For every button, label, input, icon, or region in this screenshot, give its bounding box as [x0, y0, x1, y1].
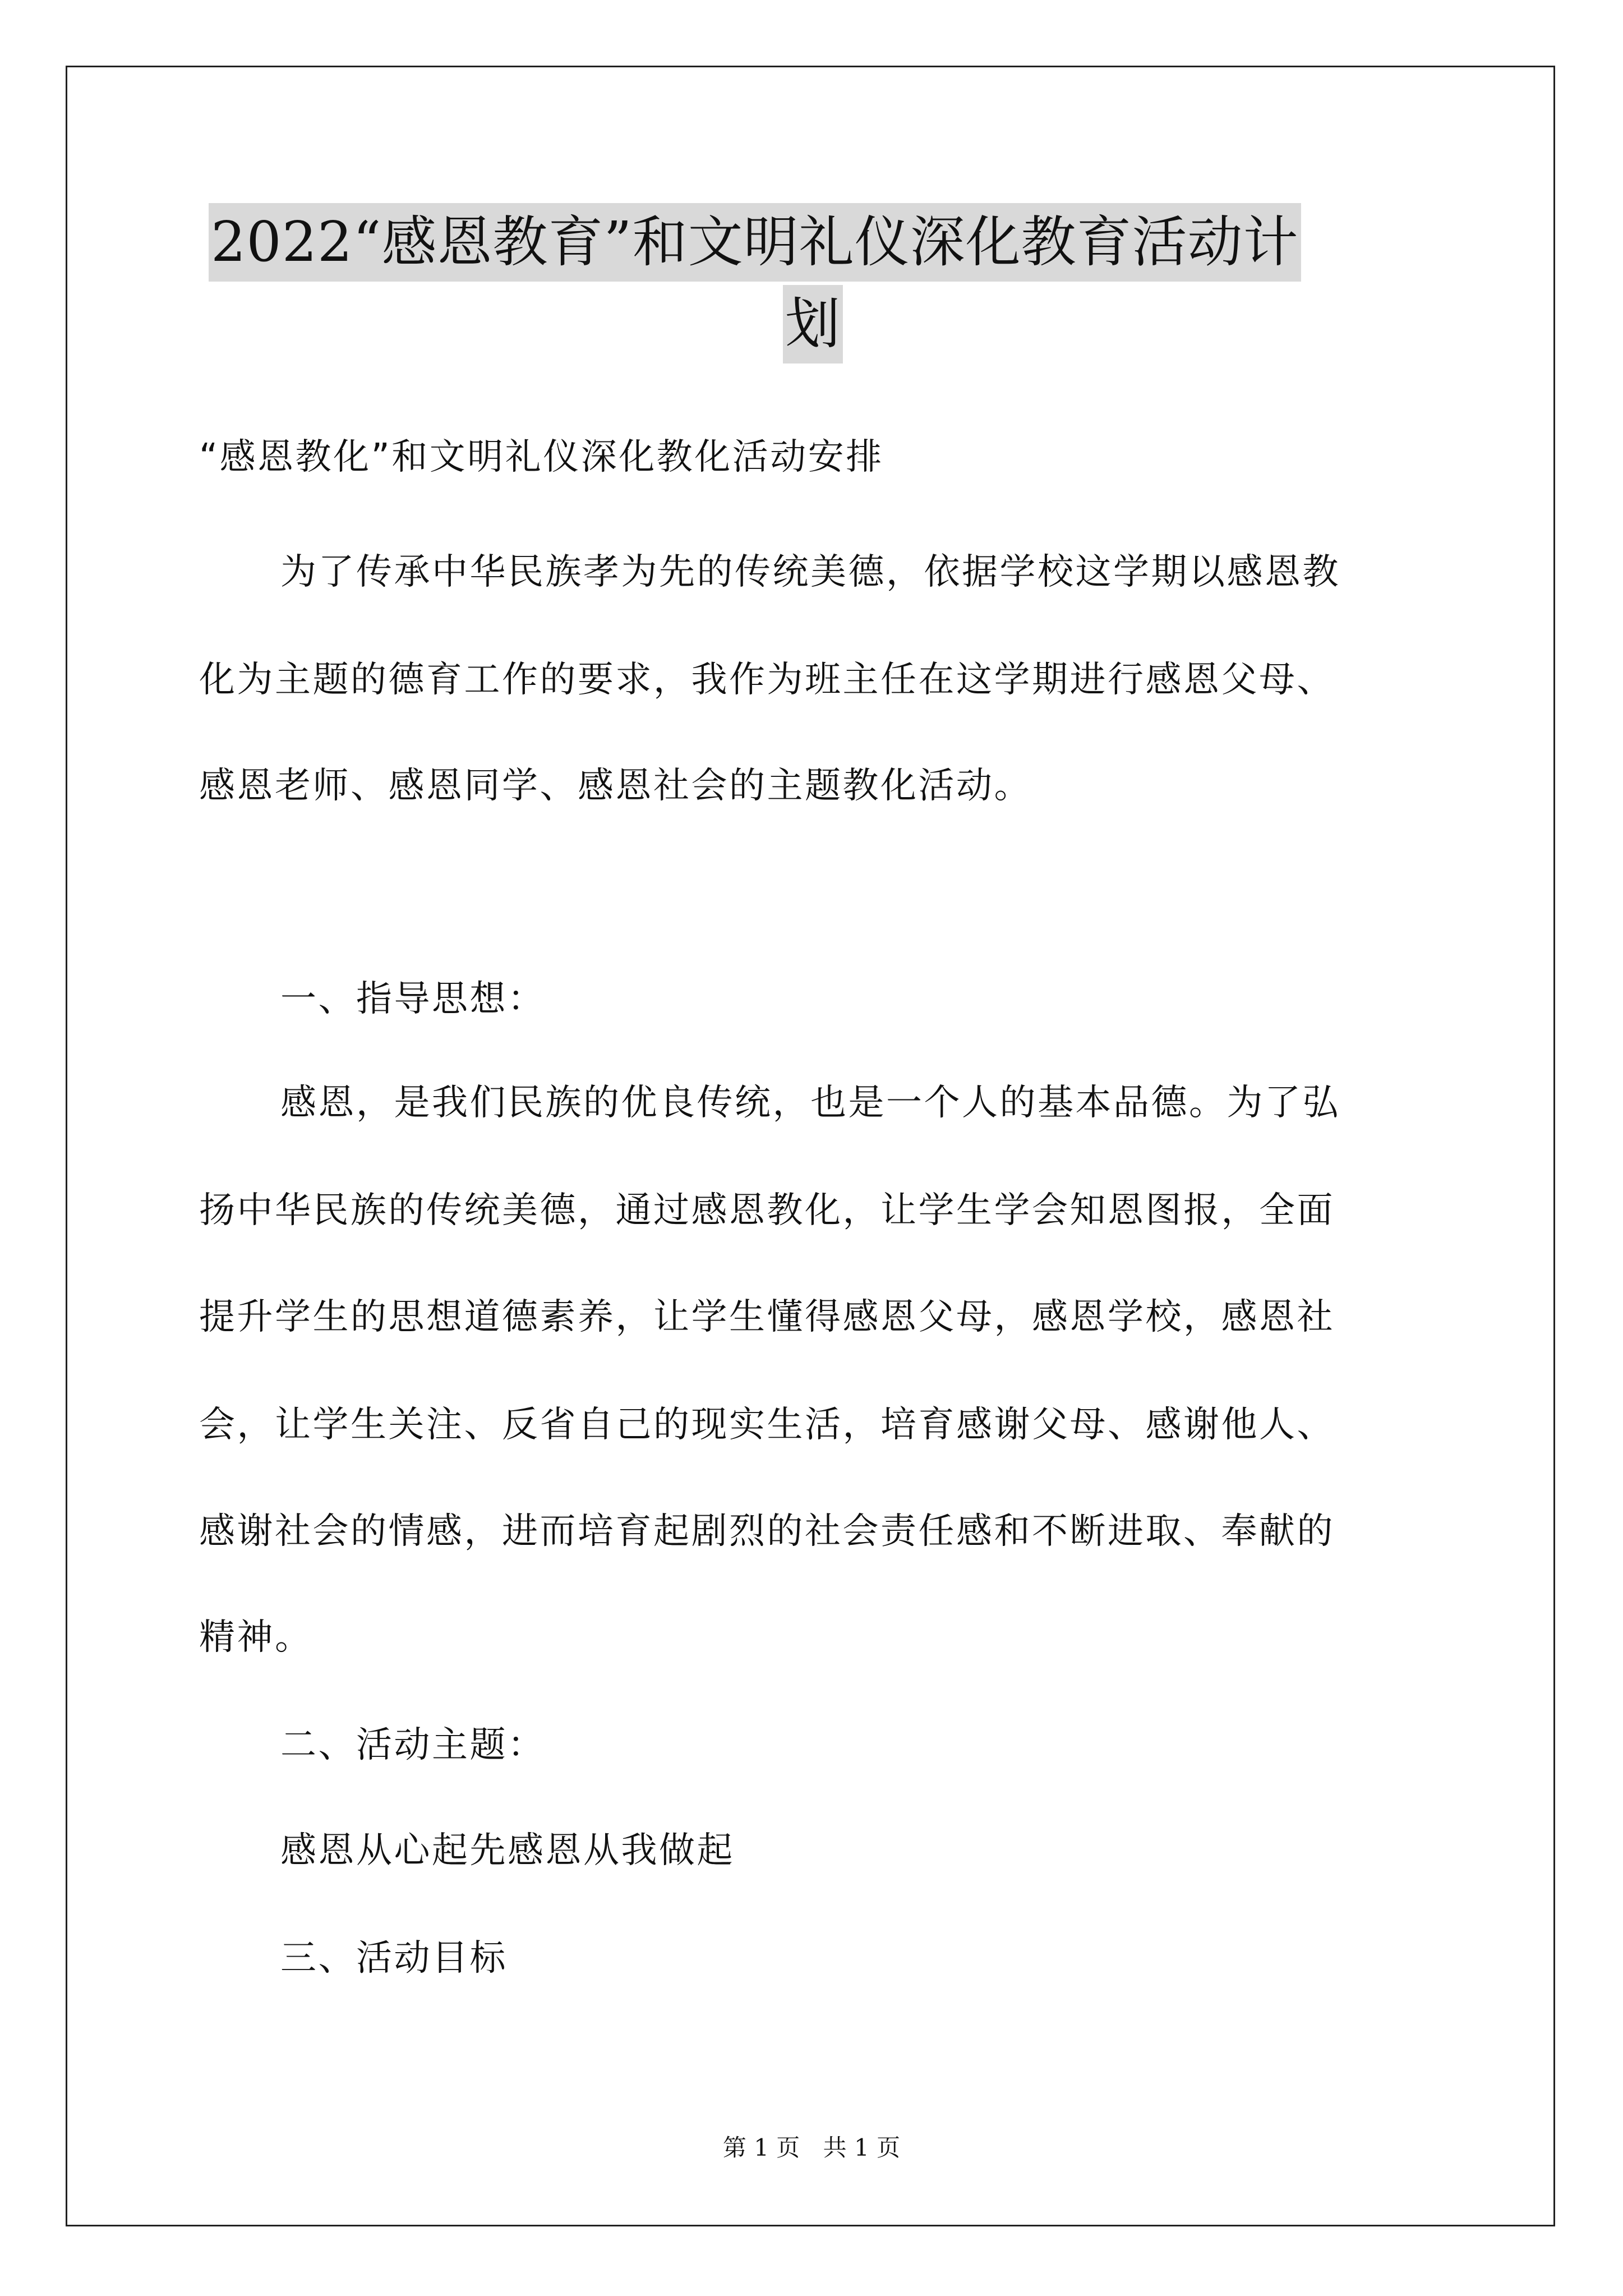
title-line-2: 划 [783, 285, 843, 364]
body-line: 会，让学生关注、反省自己的现实生活，培育感谢父母、感谢他人、 [199, 1404, 1335, 1446]
body-line: 感恩从心起先感恩从我做起 [280, 1830, 735, 1871]
section-heading: 一、指导思想： [280, 978, 546, 1020]
subtitle-line: “感恩教化”和文明礼仪深化教化活动安排 [199, 436, 884, 478]
body-line: 化为主题的德育工作的要求，我作为班主任在这学期进行感恩父母、 [199, 659, 1335, 701]
page-number: 第 1 页 [722, 2134, 800, 2161]
page-frame [66, 66, 1555, 2226]
body-line: 感谢社会的情感，进而培育起剧烈的社会责任感和不断进取、奉献的 [199, 1511, 1335, 1552]
title-line-1: 2022“感恩教育”和文明礼仪深化教育活动计 [209, 203, 1301, 282]
body-line: 感恩，是我们民族的优良传统，也是一个人的基本品德。为了弘 [280, 1082, 1340, 1124]
page-footer [0, 2129, 1623, 2163]
body-line: 提升学生的思想道德素养，让学生懂得感恩父母，感恩学校，感恩社 [199, 1296, 1335, 1338]
body-line: 为了传承中华民族孝为先的传统美德，依据学校这学期以感恩教 [280, 551, 1340, 593]
body-line: 精神。 [199, 1617, 313, 1658]
section-heading: 二、活动主题： [280, 1724, 546, 1766]
body-line: 感恩老师、感恩同学、感恩社会的主题教化活动。 [199, 765, 1032, 807]
body-line: 扬中华民族的传统美德，通过感恩教化，让学生学会知恩图报，全面 [199, 1190, 1335, 1231]
page-total: 共 1 页 [823, 2134, 901, 2161]
section-heading: 三、活动目标 [280, 1938, 508, 1979]
